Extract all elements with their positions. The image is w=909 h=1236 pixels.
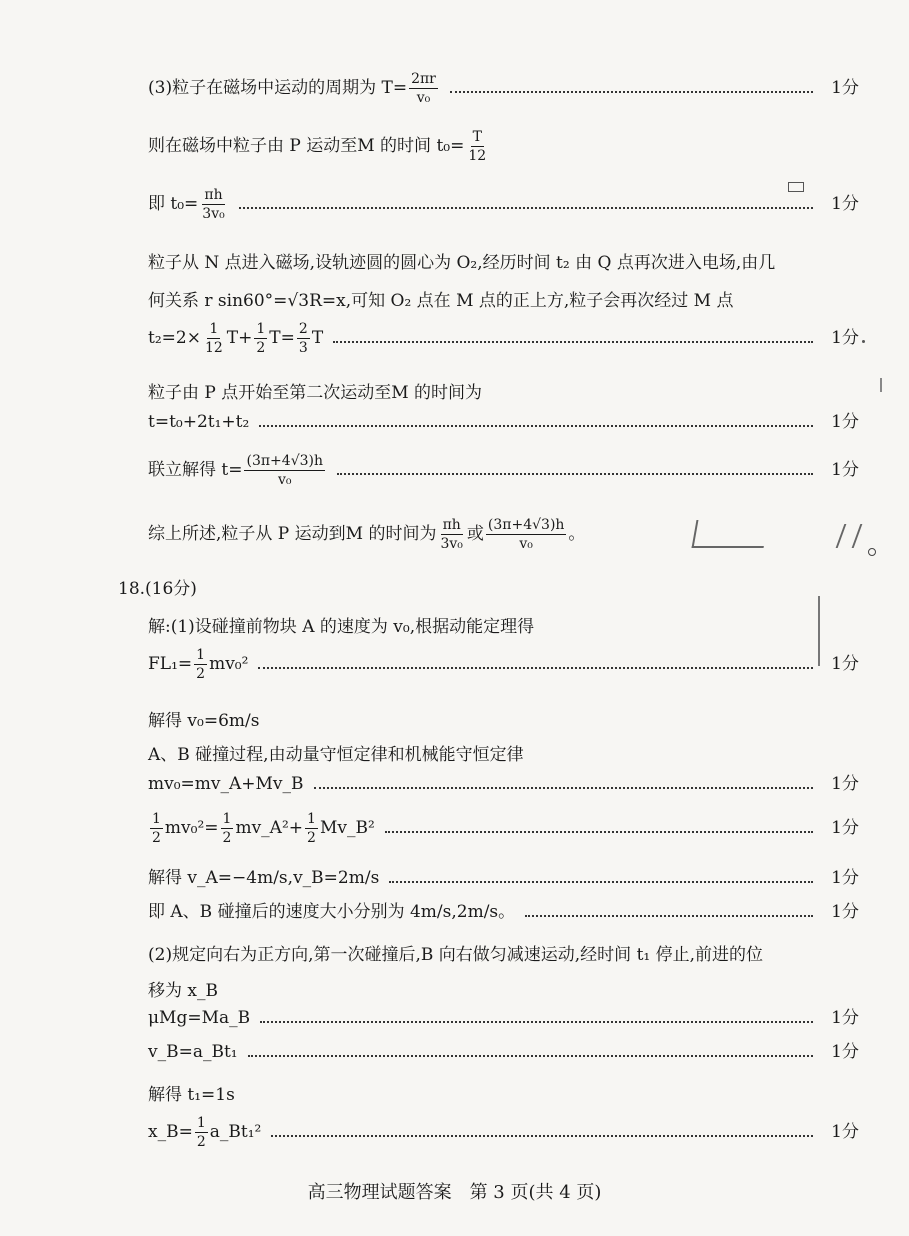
line-text: x_B= [148, 1122, 193, 1142]
dot-leader [259, 425, 813, 427]
stray-mark [868, 548, 876, 556]
numerator: 1 [209, 321, 219, 337]
numerator: πh [442, 517, 461, 533]
line-text: 何关系 r sin60°=√3R=x,可知 O₂ 点在 M 点的正上方,粒子会再次经过 M 点 [148, 291, 734, 311]
line-text: 粒子从 N 点进入磁场,设轨迹圆的圆心为 O₂,经历时间 t₂ 由 Q 点再次进入电场,由几 [148, 253, 776, 273]
denominator: 12 [204, 340, 223, 356]
score-label: 1分 [831, 902, 859, 922]
denominator: 2 [196, 1134, 206, 1150]
denominator: 2 [307, 830, 316, 846]
dot-leader [525, 915, 813, 917]
denominator: v₀ [519, 536, 533, 552]
fraction [244, 454, 325, 487]
line-text: (3)粒子在磁场中运动的周期为 T= [148, 78, 408, 98]
score-label: 1分 [831, 1042, 859, 1062]
fraction [195, 1116, 208, 1149]
denominator: 3v₀ [440, 536, 463, 552]
denominator: 3v₀ [202, 206, 225, 222]
numerator: 1 [196, 647, 206, 663]
fraction [200, 188, 226, 221]
dot-leader [385, 831, 813, 833]
line-text: 联立解得 t= [148, 460, 243, 480]
score-label: 1分 [831, 194, 859, 214]
dot-leader [450, 91, 813, 93]
stray-mark [836, 524, 863, 548]
numerator: 2 [298, 321, 308, 337]
numerator: (3π+4√3)h [487, 517, 565, 533]
dot-leader [314, 787, 813, 789]
score-label: 1分 [831, 1008, 859, 1028]
numerator: 1 [196, 1115, 206, 1131]
numerator: 1 [152, 811, 161, 827]
answer-line [148, 1044, 859, 1061]
line-text: T+ [226, 328, 253, 348]
line-text: 解得 v₀=6m/s [148, 711, 260, 731]
score-label: 1分 [831, 328, 859, 348]
score-label: 1分 [831, 818, 859, 838]
dot-leader [271, 1135, 813, 1137]
line-text: 即 t₀= [148, 194, 199, 214]
answer-line [148, 648, 859, 681]
answer-line [148, 454, 859, 487]
answer-line [148, 904, 859, 921]
dot-leader [333, 341, 813, 343]
line-text: 粒子由 P 点开始至第二次运动至M 的时间为 [148, 383, 483, 403]
denominator: 2 [256, 340, 266, 356]
denominator: 2 [152, 830, 161, 846]
denominator: v₀ [277, 472, 292, 488]
answer-line [148, 518, 585, 551]
line-text: 移为 x_B [148, 981, 218, 1001]
line-text: mv_A²+ [235, 818, 304, 838]
dot-leader [389, 881, 813, 883]
dot-leader [239, 207, 813, 209]
line-text: mv₀=mv_A+Mv_B [148, 774, 304, 794]
answer-line [148, 322, 859, 355]
stray-mark [692, 520, 769, 548]
line-text: (2)规定向右为正方向,第一次碰撞后,B 向右做匀减速运动,经时间 t₁ 停止,前进的位 [148, 945, 764, 965]
dot-leader [260, 1021, 813, 1023]
fraction [254, 322, 267, 355]
dot-leader [258, 667, 813, 669]
line-text: 综上所述,粒子从 P 运动到M 的时间为 [148, 524, 437, 544]
answer-line [148, 870, 859, 887]
line-text: T= [269, 328, 295, 348]
line-text: 解:(1)设碰撞前物块 A 的速度为 v₀,根据动能定理得 [148, 617, 535, 637]
answer-line [148, 776, 859, 793]
line-text: FL₁= [148, 654, 193, 674]
line-text: Mv_B² [319, 818, 375, 838]
score-label: 1分 [831, 460, 859, 480]
stray-mark [818, 596, 828, 666]
numerator: πh [204, 187, 223, 203]
answer-line [148, 1010, 859, 1027]
answer-line [148, 1116, 859, 1149]
line-text: 解得 t₁=1s [148, 1085, 235, 1105]
line-text: t₂=2× [148, 328, 201, 348]
stray-mark [880, 378, 882, 392]
score-label: 1分 [831, 412, 859, 432]
denominator: 3 [298, 340, 308, 356]
denominator: 12 [468, 148, 487, 164]
numerator: 1 [307, 811, 316, 827]
line-text: v_B=a_Bt₁ [148, 1042, 238, 1062]
fraction [305, 812, 318, 845]
fraction [194, 648, 207, 681]
answer-line [148, 414, 859, 431]
dot-leader [248, 1055, 813, 1057]
line-text: 。 [568, 524, 586, 544]
denominator: 2 [222, 830, 232, 846]
line-text: mv₀²= [164, 818, 219, 838]
line-text: 解得 v_A=−4m/s,v_B=2m/s [148, 868, 380, 888]
score-label: 1分 [831, 1122, 859, 1142]
fraction [438, 518, 464, 551]
fraction [466, 130, 488, 163]
numerator: 1 [222, 811, 232, 827]
score-label: 1分 [831, 654, 859, 674]
denominator: 2 [196, 666, 206, 682]
line-text: 则在磁场中粒子由 P 运动至M 的时间 t₀= [148, 136, 465, 156]
page-footer: 高三物理试题答案 第 3 页(共 4 页) [307, 1182, 602, 1203]
line-text: t=t₀+2t₁+t₂ [148, 412, 250, 432]
line-text: a_Bt₁² [209, 1122, 262, 1142]
line-text: μMg=Ma_B [148, 1008, 251, 1028]
answer-line [148, 72, 859, 105]
fraction [486, 518, 567, 551]
fraction [297, 322, 310, 355]
fraction [409, 72, 438, 105]
answer-line [148, 812, 859, 845]
score-label: 1分 [831, 774, 859, 794]
numerator: 2πr [411, 71, 436, 87]
numerator: (3π+4√3)h [246, 453, 323, 469]
numerator: T [472, 129, 482, 145]
fraction [221, 812, 234, 845]
denominator: v₀ [416, 90, 431, 106]
line-text: 或 [466, 524, 484, 544]
question-heading: 18.(16分) [118, 579, 197, 599]
fraction [150, 812, 163, 845]
stray-mark [862, 340, 865, 343]
score-label: 1分 [831, 868, 859, 888]
answer-line [148, 130, 859, 163]
stray-mark [788, 182, 804, 192]
line-text: T [311, 328, 324, 348]
dot-leader [337, 473, 813, 475]
line-text: mv₀² [209, 654, 249, 674]
answer-line [148, 188, 859, 221]
line-text: A、B 碰撞过程,由动量守恒定律和机械能守恒定律 [148, 745, 524, 765]
line-text: 即 A、B 碰撞后的速度大小分别为 4m/s,2m/s。 [148, 902, 516, 922]
numerator: 1 [256, 321, 266, 337]
score-label: 1分 [831, 78, 859, 98]
fraction [203, 322, 225, 355]
